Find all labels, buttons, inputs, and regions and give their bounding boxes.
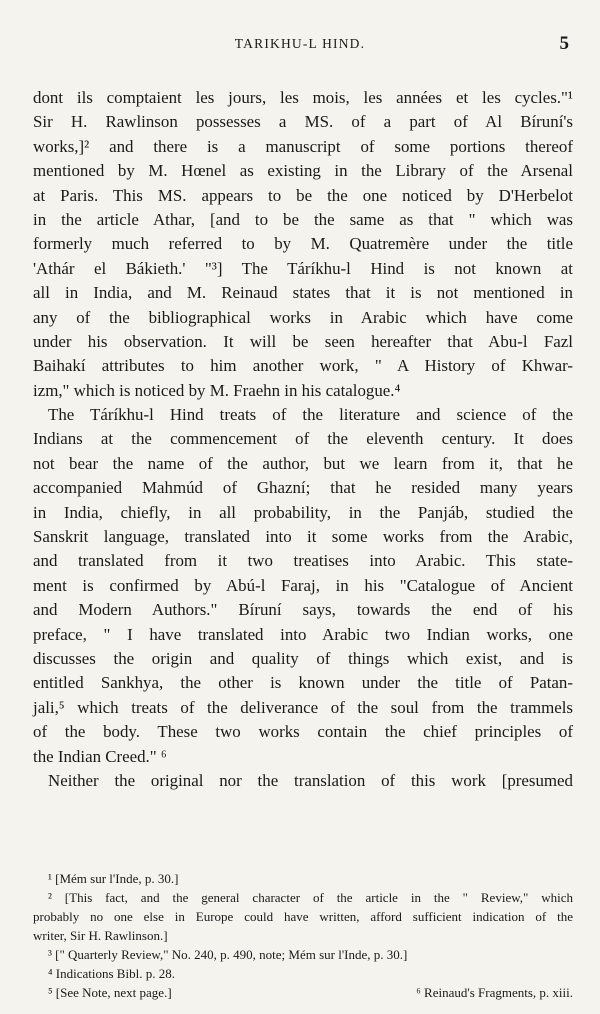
footnote-2-line: writer, Sir H. Rawlinson.] [33,928,168,943]
text-line: The Táríkhu-l Hind treats of the literature and science of the [48,405,573,425]
footnote-4: ⁴ Indications Bibl. p. 28. [48,966,175,981]
text-line: any of the bibliographical works in Arabic which have come [33,307,573,327]
text-line: not bear the name of the author, but we learn from it, that he [33,453,573,473]
text-line: Sanskrit language, translated into it some works from the Arabic, [33,527,573,547]
page-header [0,33,600,58]
text-line: under his observation. It will be seen hereafter that Abu-l Fazl [33,331,573,351]
text-line: of the body. These two works contain the chief principles of [33,722,573,742]
footnote-3: ³ [" Quarterly Review," No. 240, p. 490, note; Mém sur l'Inde, p. 30.] [48,947,408,962]
text-line: entitled Sankhya, the other is known under the title of Patan- [33,673,573,693]
text-line: jali,⁵ which treats of the deliverance of the soul from the trammels [33,697,573,717]
running-title: TARIKHU-L HIND. [234,36,366,51]
footnote-2-line: probably no one else in Europe could have written, afford sufficient indication of the [33,909,573,924]
text-line: Baihakí attributes to him another work, " A History of Khwar- [33,356,573,376]
text-line: discusses the origin and quality of things which exist, and is [33,648,573,668]
text-line: 'Athár el Bákieth.' "³] The Táríkhu-l Hind is not known at [33,258,573,278]
text-line: at Paris. This MS. appears to be the one noticed by D'Herbelot [33,185,573,205]
text-line: Neither the original nor the translation of this work [presumed [48,770,573,790]
text-line: Sir H. Rawlinson possesses a MS. of a part of Al Bíruní's [33,112,573,132]
footnotes [33,869,573,1002]
footnote-5-6-row [33,983,573,1002]
body-text [33,86,573,793]
text-line: accompanied Mahmúd of Ghazní; that he resided many years [33,478,573,498]
text-line: preface, " I have translated into Arabic two Indian works, one [33,624,573,644]
text-line: ment is confirmed by Abú-l Faraj, in his "Catalogue of Ancient [33,575,573,595]
text-line: Indians at the commencement of the eleventh century. It does [33,429,573,449]
text-line: and translated from it two treatises into Arabic. This state- [33,551,573,571]
text-line: in India, chiefly, in all probability, in the Panjáb, studied the [33,502,573,522]
text-line: izm," which is noticed by M. Fraehn in his catalogue.⁴ [33,380,401,400]
text-line: and Modern Authors." Bíruní says, towards the end of his [33,600,573,620]
text-line: works,]² and there is a manuscript of some portions thereof [33,136,573,156]
footnote-2-line: ² [This fact, and the general character of the article in the " Review," which [48,890,573,905]
text-line: mentioned by M. Hœnel as existing in the Library of the Arsenal [33,161,573,181]
text-line: in the article Athar, [and to be the same as that " which was [33,209,573,229]
footnote-6: ⁶ Reinaud's Fragments, p. xiii. [416,985,573,1000]
text-line: all in India, and M. Reinaud states that it is not mentioned in [33,283,573,303]
text-line: dont ils comptaient les jours, les mois, les années et les cycles."¹ [33,88,573,107]
footnote-1: ¹ [Mém sur l'Inde, p. 30.] [48,871,179,886]
footnote-5: ⁵ [See Note, next page.] [48,985,172,1000]
text-line: formerly much referred to by M. Quatremère under the title [33,234,573,254]
text-line: the Indian Creed." ⁶ [33,746,167,766]
page-number: 5 [559,33,569,54]
